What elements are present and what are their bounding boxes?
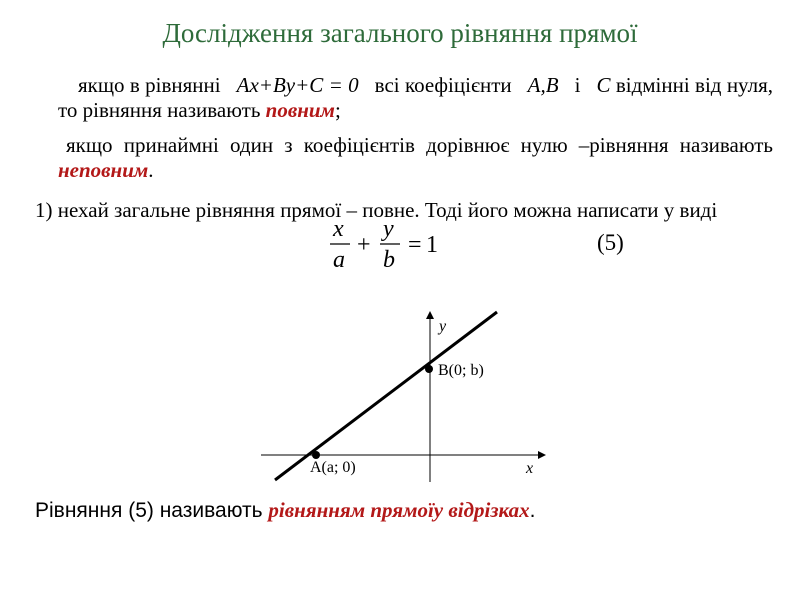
conclusion-prefix: Рівняння (5) називають (35, 499, 263, 522)
text-intercept-intro: 1) нехай загальне рівняння прямої – повне. Тоді його можна написати у виді (35, 198, 718, 222)
x-axis-label: x (526, 460, 534, 477)
term-intercept-form: рівнянням прямоїу відрізках (268, 498, 530, 522)
punct-1: ; (334, 98, 341, 122)
point-b (425, 365, 433, 373)
term-complete: повним (265, 98, 335, 122)
conclusion (35, 498, 536, 523)
paragraph-incomplete-equation (58, 133, 773, 183)
fraction2-numerator: y (383, 216, 394, 242)
y-axis-label: y (439, 318, 447, 335)
coefficients-ab: A,B (527, 73, 559, 97)
paragraph-complete-equation (58, 73, 773, 123)
point-a (312, 451, 320, 459)
fraction1-denominator: a (333, 247, 345, 273)
equation-number: (5) (597, 230, 624, 255)
formula-rhs: 1 (426, 232, 438, 258)
plus-sign: + (357, 232, 371, 258)
point-b-label: B(0; b) (438, 362, 484, 379)
punct-3: . (529, 499, 536, 522)
general-equation: Ax+By+C = 0 (236, 73, 359, 97)
text-part1: якщо в рівнянні (78, 73, 221, 97)
equals-sign: = (408, 232, 422, 258)
text-part2: всі коефіцієнти (374, 73, 512, 97)
conjunction: і (574, 73, 581, 97)
fraction2-denominator: b (383, 247, 395, 273)
page-title: Дослідження загального рівняння прямої (162, 18, 638, 48)
intercept-formula (328, 215, 448, 275)
text-part3: відмінні від нуля, то рівняння називають (58, 73, 774, 122)
text-incomplete: якщо принаймні один з коефіцієнтів дорівнює нулю –рівняння називають (66, 133, 773, 157)
coefficient-c: C (596, 73, 611, 97)
intercept-graph (255, 300, 555, 490)
term-incomplete: неповним (58, 158, 149, 182)
fraction1-numerator: x (333, 216, 344, 242)
punct-2: . (148, 158, 154, 182)
point-a-label: A(a; 0) (310, 459, 356, 476)
